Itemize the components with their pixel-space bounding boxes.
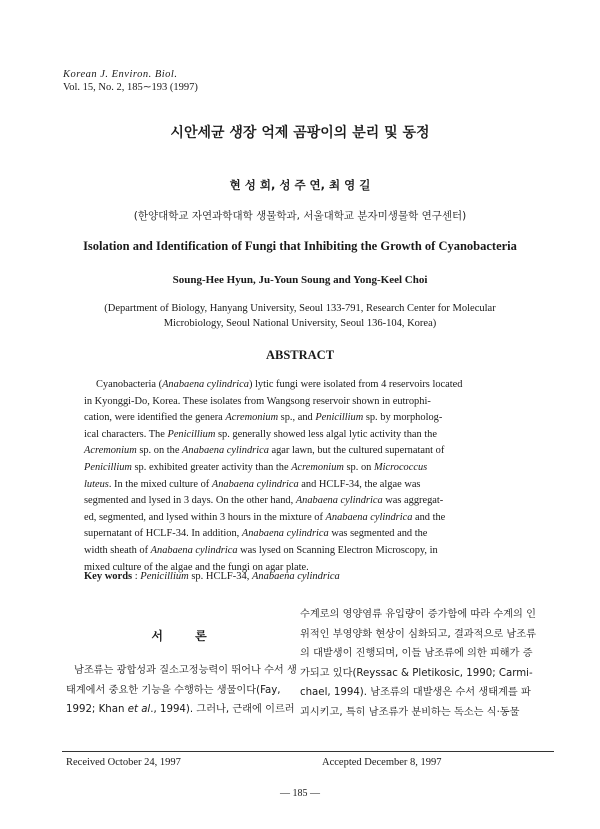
journal-name: Korean J. Environ. Biol. <box>63 69 178 80</box>
abstract-line: width sheath of Anabaena cylindrica was lysed on Scanning Electron Microscopy, in <box>84 544 438 556</box>
abstract-line: ed, segmented, and lysed within 3 hours in the mixture of Anabaena cylindrica and the <box>84 511 446 523</box>
section-heading-introduction: 서 론 <box>151 629 221 643</box>
page-number: — 185 — <box>280 788 320 799</box>
journal-volume: Vol. 15, No. 2, 185∼193 (1997) <box>63 82 198 93</box>
journal-citation <box>63 68 198 94</box>
body-line: 위적인 부영양화 현상이 심화되고, 결과적으로 남조류 <box>300 628 536 640</box>
body-line: chael, 1994). 남조류의 대발생은 수서 생태계를 파 <box>300 687 531 698</box>
body-right-column <box>300 605 550 722</box>
abstract-line: Cyanobacteria (Anabaena cylindrica) lytic fungi were isolated from 4 reservoirs located <box>96 379 463 390</box>
body-line: 1992; Khan et al., 1994). 그러나, 근래에 이르러 <box>66 704 295 715</box>
abstract-line: Acremonium sp. on the Anabaena cylindrica agar lawn, but the cultured supernatant of <box>84 445 445 457</box>
keywords-label: Key words <box>84 571 133 582</box>
affiliation-line-1: (Department of Biology, Hanyang University, Seoul 133-791, Research Center for Molecular <box>104 303 496 314</box>
keywords: Key words : Penicillium sp. HCLF-34, Anabaena cylindrica <box>84 571 340 582</box>
abstract-line: Penicillium sp. exhibited greater activity than the Acremonium sp. on Micrococcus <box>84 461 428 473</box>
body-line: 가되고 있다(Reyssac & Pletikosic, 1990; Carmi- <box>300 667 533 679</box>
body-left-column <box>66 661 306 720</box>
title-korean: 시안세균 생장 억제 곰팡이의 분리 및 동정 <box>170 125 430 141</box>
abstract-line: luteus. In the mixed culture of Anabaena cylindrica and HCLF-34, the algae was <box>84 478 421 490</box>
body-line: 괴시키고, 특히 남조류가 분비하는 독소는 식·동물 <box>300 706 520 718</box>
title-english: Isolation and Identification of Fungi that Inhibiting the Growth of Cyanobacteria <box>83 239 517 253</box>
received-date: Received October 24, 1997 <box>66 757 181 768</box>
abstract-line: segmented and lysed in 3 days. On the other hand, Anabaena cylindrica was aggregat- <box>84 495 444 507</box>
affiliation-line-2: Microbiology, Seoul National University, Seoul 136-104, Korea) <box>163 318 437 329</box>
body-line: 남조류는 광합성과 질소고정능력이 뛰어나 수서 생 <box>74 665 297 676</box>
body-line: 수계로의 영양염류 유입량이 증가함에 따라 수계의 인 <box>300 609 536 620</box>
authors-korean: 현 성 희, 성 주 연, 최 영 길 <box>229 178 371 192</box>
abstract-heading: ABSTRACT <box>265 348 335 362</box>
abstract-line: supernatant of HCLF-34. In addition, Anabaena cylindrica was segmented and the <box>84 528 428 540</box>
abstract-line: cation, were identified the genera Acremonium sp., and Penicillium sp. by morpholog- <box>84 412 443 424</box>
authors-english: Soung-Hee Hyun, Ju-Youn Soung and Yong-Keel Choi <box>172 274 428 286</box>
abstract-body <box>84 377 514 576</box>
accepted-date: Accepted December 8, 1997 <box>322 757 442 768</box>
body-line: 의 대발생이 진행되며, 이들 남조류에 의한 피해가 증 <box>300 648 533 659</box>
body-line: 태계에서 중요한 기능을 수행하는 생물이다(Fay, <box>66 684 281 696</box>
abstract-line: ical characters. The Penicillium sp. generally showed less algal lytic activity than the <box>84 428 437 440</box>
affiliation-english <box>70 301 530 331</box>
abstract-line: in Kyonggi-Do, Korea. These isolates from Wangsong reservoir shown in eutrophi- <box>84 395 431 407</box>
abstract-line: mixed culture of the algae and the fungi on agar plate. <box>84 561 309 573</box>
affiliation-korean: (한양대학교 자연과학대학 생물학과, 서울대학교 분자미생물학 연구센터) <box>133 210 467 222</box>
footer-divider <box>62 751 554 752</box>
